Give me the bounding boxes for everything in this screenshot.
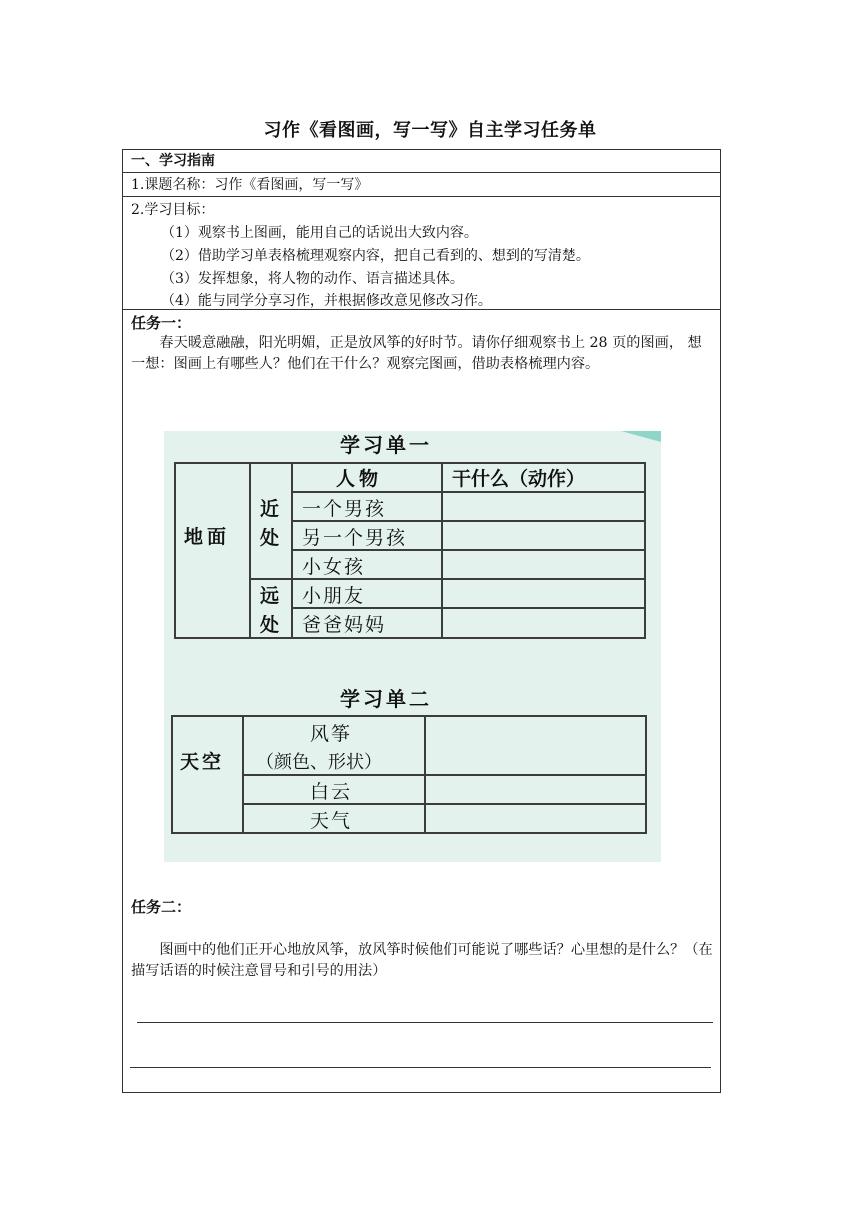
goals-row bbox=[123, 197, 720, 310]
topic-row bbox=[123, 173, 720, 197]
person-cell: 另一个男孩 bbox=[302, 527, 408, 549]
corner-decoration bbox=[621, 431, 661, 442]
person-cell: 爸爸妈妈 bbox=[302, 614, 387, 636]
task2-heading: 任务二： bbox=[131, 898, 192, 916]
sky-label: 天空 bbox=[180, 751, 225, 773]
table-line bbox=[174, 462, 176, 639]
table-line bbox=[291, 491, 646, 493]
weather-cell: 天气 bbox=[310, 810, 353, 832]
ground-label: 地面 bbox=[184, 526, 231, 548]
table-line bbox=[171, 715, 173, 834]
sheet2-title: 学习单二 bbox=[340, 687, 432, 711]
task2-text: 图画中的他们正开心地放风筝，放风筝时候他们可能说了哪些话？心里想的是什么？（在描写话语的时候注意冒号和引号的用法） bbox=[131, 942, 713, 979]
near-label: 近 bbox=[260, 498, 280, 520]
topic-text: 1.课题名称：习作《看图画，写一写》 bbox=[131, 177, 369, 193]
document-title: 习作《看图画，写一写》自主学习任务单 bbox=[263, 120, 597, 141]
writing-line bbox=[130, 1067, 711, 1068]
writing-line bbox=[137, 1022, 713, 1023]
kite-note: （颜色、形状） bbox=[256, 752, 382, 773]
far-label: 远 bbox=[260, 585, 280, 607]
cloud-cell: 白云 bbox=[310, 781, 353, 803]
table-line bbox=[249, 462, 251, 639]
worksheet-image bbox=[164, 431, 661, 862]
goal-item: （4）能与同学分享习作，并根据修改意见修改习作。 bbox=[161, 293, 492, 309]
table-line bbox=[242, 774, 647, 776]
table-line bbox=[174, 637, 646, 639]
person-cell: 小女孩 bbox=[302, 556, 366, 578]
section-guide-row bbox=[123, 150, 720, 173]
col-action-header: 干什么（动作） bbox=[452, 468, 586, 490]
person-cell: 一个男孩 bbox=[302, 498, 387, 520]
sheet1-title: 学习单一 bbox=[340, 433, 432, 457]
col-person-header: 人物 bbox=[336, 468, 383, 490]
goal-item: （3）发挥想象，将人物的动作、语言描述具体。 bbox=[161, 271, 464, 287]
table-line bbox=[242, 803, 647, 805]
person-cell: 小朋友 bbox=[302, 585, 366, 607]
goal-item: （2）借助学习单表格梳理观察内容，把自己看到的、想到的写清楚。 bbox=[161, 248, 590, 264]
goal-item: （1）观察书上图画，能用自己的话说出大致内容。 bbox=[161, 225, 478, 241]
task1-text: 春天暖意融融，阳光明媚，正是放风筝的好时节。请你仔细观察书上 28 页的图画， 想一想：图画上有哪些人？他们在干什么？观察完图画，借助表格梳理内容。 bbox=[131, 335, 702, 372]
section-heading: 一、学习指南 bbox=[131, 153, 215, 169]
far-label: 处 bbox=[260, 614, 280, 636]
goals-heading: 2.学习目标： bbox=[131, 202, 215, 218]
task1-heading: 任务一： bbox=[131, 314, 192, 332]
near-label: 处 bbox=[260, 527, 280, 549]
kite-cell: 风筝 bbox=[310, 723, 353, 745]
